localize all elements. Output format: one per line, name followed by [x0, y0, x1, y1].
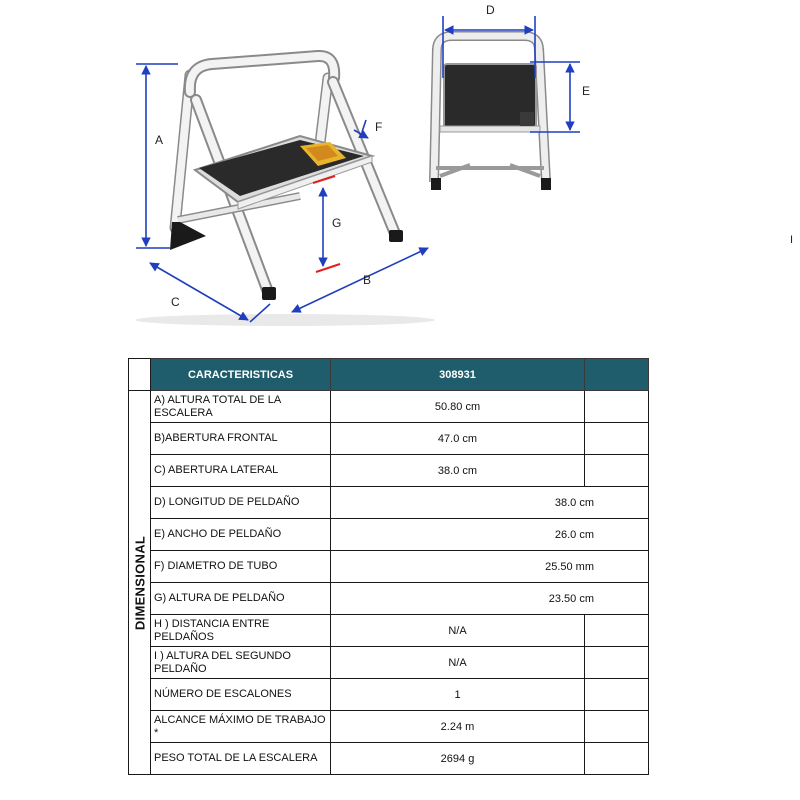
row-label: A) ALTURA TOTAL DE LA ESCALERA [151, 391, 331, 423]
table-row [129, 583, 649, 615]
table-row [129, 679, 649, 711]
row-label: B)ABERTURA FRONTAL [151, 423, 331, 455]
row-value: 50.80 cm [331, 391, 585, 423]
row-value: 25.50 mm [331, 551, 649, 583]
row-label: G) ALTURA DE PELDAÑO [151, 583, 331, 615]
side-label: DIMENSIONAL [132, 535, 147, 630]
row-label: H ) DISTANCIA ENTRE PELDAÑOS [151, 615, 331, 647]
table-row [129, 423, 649, 455]
row-value: 26.0 cm [331, 519, 649, 551]
row-label: ALCANCE MÁXIMO DE TRABAJO * [151, 711, 331, 743]
row-value: 23.50 cm [331, 583, 649, 615]
table-row [129, 487, 649, 519]
label-f: F [375, 120, 383, 134]
row-blank [585, 391, 649, 423]
row-label: F) DIAMETRO DE TUBO [151, 551, 331, 583]
table-row [129, 615, 649, 647]
row-blank [585, 455, 649, 487]
row-value: 1 [331, 679, 585, 711]
table-row [129, 391, 649, 423]
row-label: NÚMERO DE ESCALONES [151, 679, 331, 711]
row-value: N/A [331, 615, 585, 647]
row-label: C) ABERTURA LATERAL [151, 455, 331, 487]
label-e: E [582, 84, 591, 98]
side-label-cell [129, 391, 151, 775]
row-value: 2.24 m [331, 711, 585, 743]
row-label: I ) ALTURA DEL SEGUNDO PELDAÑO [151, 647, 331, 679]
row-value: 2694 g [331, 743, 585, 775]
label-a: A [155, 133, 164, 147]
label-b: B [363, 273, 372, 287]
table-row [129, 455, 649, 487]
table-row [129, 647, 649, 679]
label-g: G [332, 216, 342, 230]
header-model: 308931 [331, 359, 585, 391]
row-blank [585, 679, 649, 711]
spec-table [128, 358, 649, 775]
header-extra [585, 359, 649, 391]
row-blank [585, 647, 649, 679]
row-blank [585, 743, 649, 775]
table-row [129, 519, 649, 551]
table-row [129, 551, 649, 583]
ladder-perspective-view [135, 56, 435, 326]
table-row [129, 711, 649, 743]
header-corner [129, 359, 151, 391]
label-c: C [171, 295, 180, 309]
row-value: 38.0 cm [331, 487, 649, 519]
header-caracteristicas: CARACTERISTICAS [151, 359, 331, 391]
table-header-row [129, 359, 649, 391]
row-blank [585, 423, 649, 455]
row-value: 47.0 cm [331, 423, 585, 455]
step-ladder-diagram [0, 0, 800, 345]
table-row [129, 743, 649, 775]
row-label: E) ANCHO DE PELDAÑO [151, 519, 331, 551]
ladder-front-view [431, 36, 551, 190]
row-blank [585, 711, 649, 743]
label-d: D [486, 3, 495, 17]
row-label: D) LONGITUD DE PELDAÑO [151, 487, 331, 519]
row-value: N/A [331, 647, 585, 679]
row-label: PESO TOTAL DE LA ESCALERA [151, 743, 331, 775]
row-blank [585, 615, 649, 647]
stray-letter: I [790, 234, 794, 246]
row-value: 38.0 cm [331, 455, 585, 487]
